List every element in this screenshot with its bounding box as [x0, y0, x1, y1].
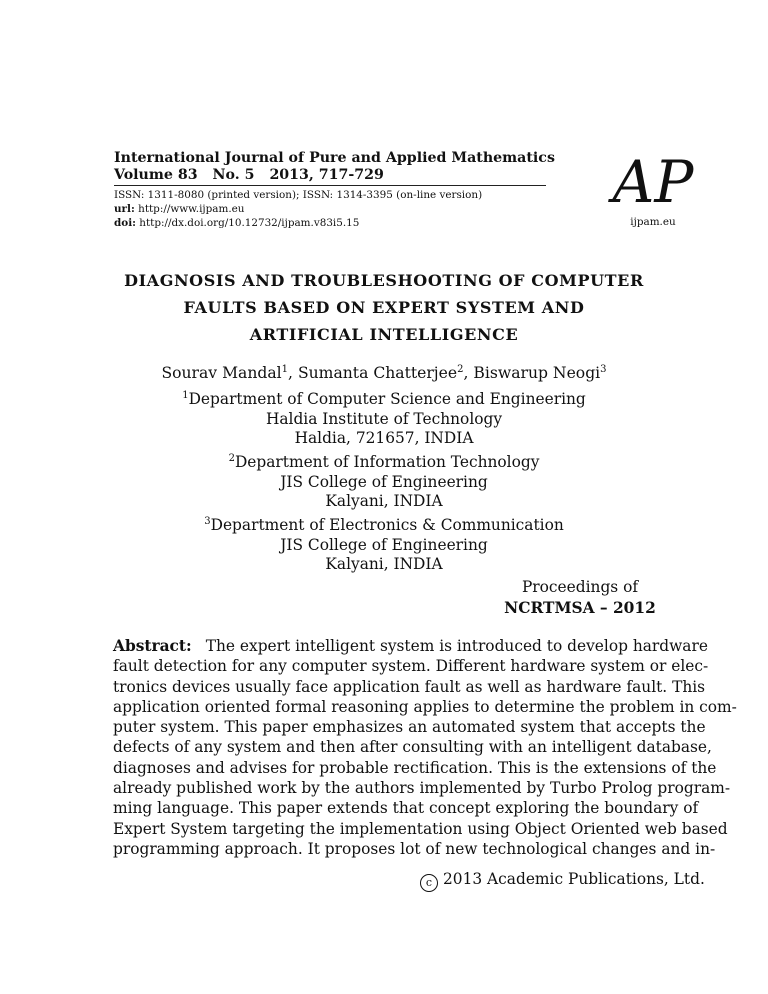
proceedings-label: Proceedings of	[521, 578, 639, 596]
abstract-line: ming language. This paper extends that concept exploring the boundary of	[113, 799, 699, 818]
abstract-line: Expert System targeting the implementation using Object Oriented web based	[113, 819, 728, 838]
copyright-notice	[420, 870, 705, 892]
issn-line: ISSN: 1311-8080 (printed version); ISSN: 1314-3395 (on-line version)	[114, 189, 483, 201]
doi-label: doi:	[114, 217, 136, 229]
author-affiliation-mark: 3	[600, 364, 607, 375]
affiliation-department: $^2$Department of Information Technology	[228, 452, 540, 472]
abstract-line: programming approach. It proposes lot of new technological changes and in-	[113, 839, 716, 858]
author-affiliation-mark: 1	[281, 364, 289, 375]
logo-caption: ijpam.eu	[630, 216, 676, 228]
doi-link[interactable]: http://dx.doi.org/10.12732/ijpam.v83i5.15	[139, 217, 360, 229]
journal-logo	[612, 148, 694, 216]
conference-name: NCRTMSA – 2012	[504, 599, 656, 617]
proceedings-note	[480, 577, 680, 619]
journal-name: International Journal of Pure and Applied Mathematics	[114, 150, 555, 166]
title-line: DIAGNOSIS AND TROUBLESHOOTING OF COMPUTER	[124, 271, 644, 290]
doi-line	[114, 216, 482, 230]
abstract-line: defects of any system and then after consulting with an intelligent database,	[113, 738, 712, 757]
author-list: Sourav Mandal$^1$, Sumanta Chatterjee$^2$, Biswarup Neogi$^3$	[161, 364, 607, 383]
abstract-line: fault detection for any computer system. Different hardware system or elec-	[113, 657, 709, 676]
journal-meta	[114, 188, 482, 230]
volume: Volume 83	[114, 167, 198, 183]
logo-letters: AP	[612, 148, 694, 216]
journal-header	[114, 150, 554, 184]
affiliation-line: JIS College of Engineering	[280, 535, 488, 554]
abstract	[113, 636, 737, 859]
abstract-line: tronics devices usually face application fault as well as hardware fault. This	[113, 677, 706, 696]
header-rule	[114, 185, 546, 186]
issue-number: No. 5	[212, 167, 255, 183]
affiliation-line: Haldia Institute of Technology	[265, 409, 503, 428]
author-name: Sumanta Chatterjee	[297, 364, 458, 383]
affiliation-line: Kalyani, INDIA	[325, 492, 443, 511]
year-pages: 2013, 717-729	[269, 167, 384, 183]
abstract-line: already published work by the authors implemented by Turbo Prolog program-	[113, 779, 731, 798]
title-line: ARTIFICIAL INTELLIGENCE	[249, 325, 519, 344]
volume-line	[114, 167, 554, 184]
abstract-line: application oriented formal reasoning applies to determine the problem in com-	[113, 697, 737, 716]
journal-url[interactable]: http://www.ijpam.eu	[138, 203, 245, 215]
affiliation-department: $^1$Department of Computer Science and Engineering	[182, 390, 586, 409]
abstract-line: Abstract: The expert intelligent system is introduced to develop hardware	[113, 637, 708, 655]
url-line	[114, 202, 482, 216]
url-label: url:	[114, 203, 135, 215]
affiliation-line: Kalyani, INDIA	[325, 555, 443, 574]
abstract-line: diagnoses and advises for probable rectification. This is the extensions of the	[113, 758, 717, 777]
copyright-text: 2013 Academic Publications, Ltd.	[443, 870, 705, 888]
affiliation-line: JIS College of Engineering	[280, 472, 488, 491]
copyright-icon: c	[420, 874, 438, 892]
affiliation-line: Haldia, 721657, INDIA	[294, 429, 474, 448]
abstract-line: puter system. This paper emphasizes an automated system that accepts the	[113, 718, 706, 737]
author-name: Sourav Mandal	[161, 364, 282, 383]
abstract-label: Abstract:	[113, 637, 192, 655]
author-name: Biswarup Neogi	[473, 364, 601, 383]
author-affiliation-mark: 2	[457, 364, 464, 375]
paper-title	[90, 267, 678, 348]
affiliation-department: $^3$Department of Electronics & Communication	[204, 515, 564, 534]
title-line: FAULTS BASED ON EXPERT SYSTEM AND	[183, 298, 585, 317]
affiliations	[90, 386, 678, 575]
